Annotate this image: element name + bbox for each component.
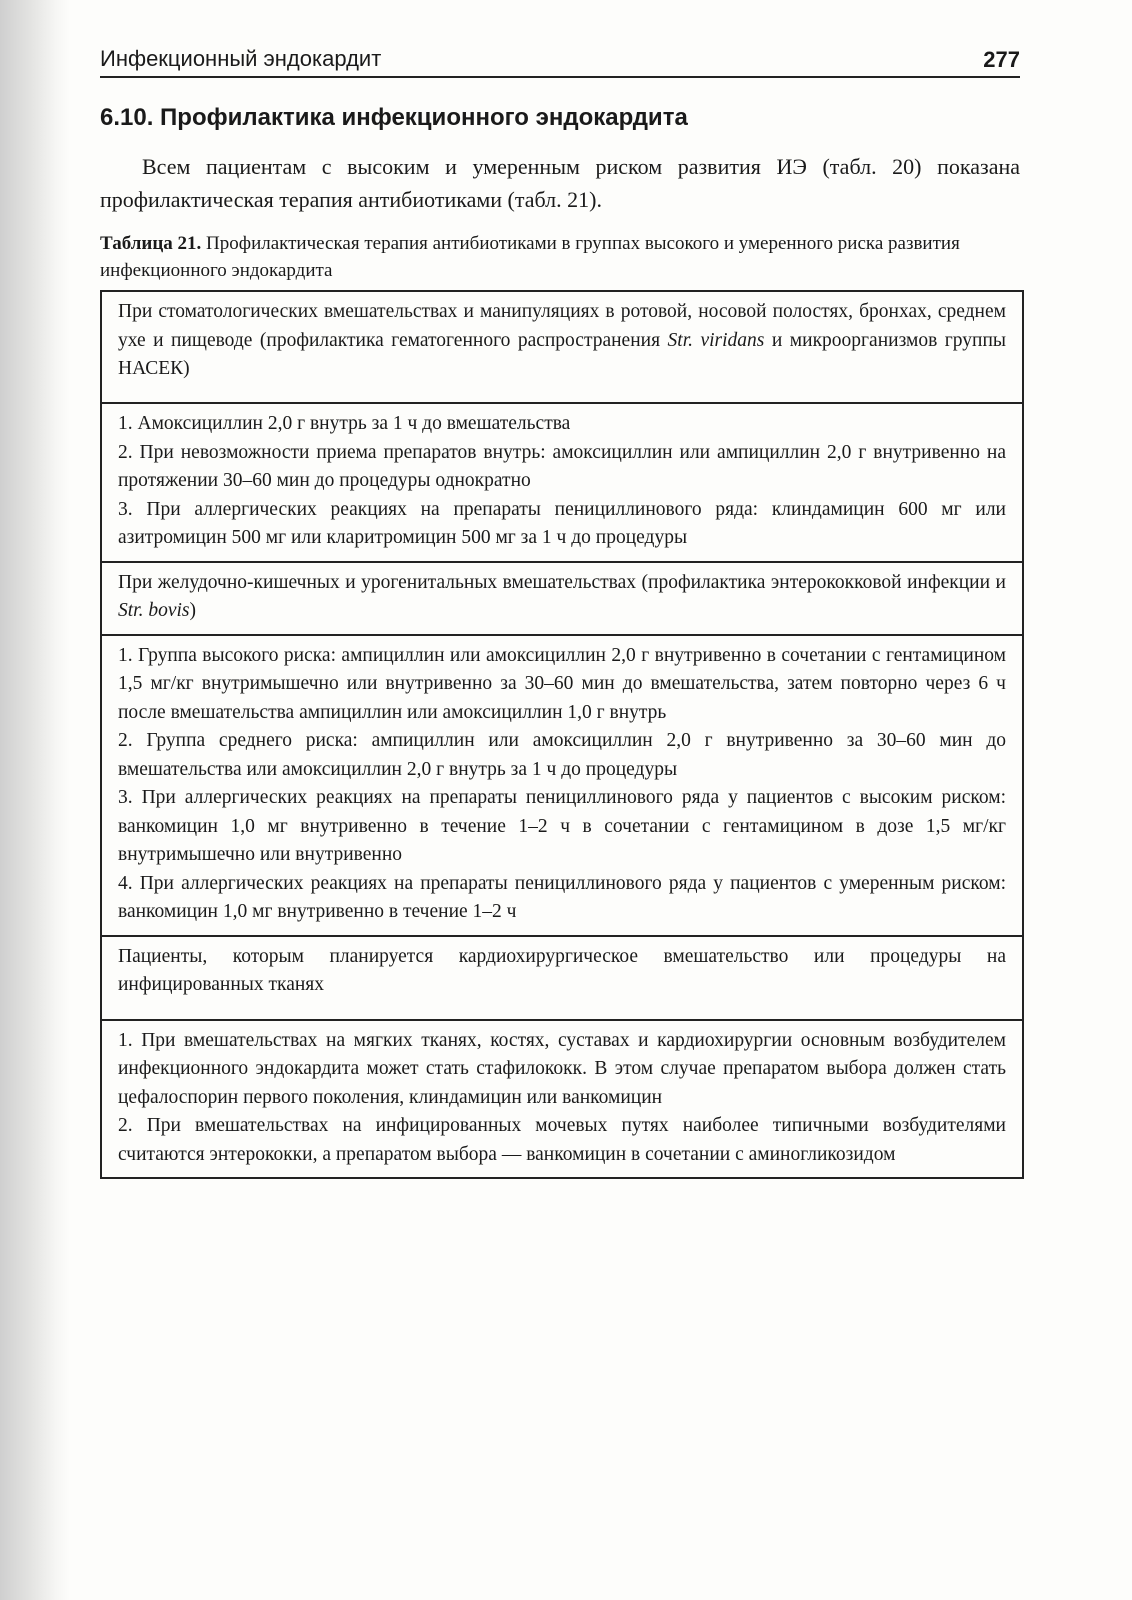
book-spine-shadow (0, 0, 70, 1600)
section-header-text: При стоматологических вмешательствах и манипуляциях в ротовой, носовой полостях, бронхах, среднем ухе и пищеводе (профилактика гематогенного распространения (118, 301, 1006, 351)
regimen-item: 4. При аллергических реакциях на препараты пенициллинового ряда у пациентов с умеренным риском: ванкомицин 1,0 мг внутривенно в течение 1–2 ч (118, 872, 1006, 922)
running-header (100, 44, 1020, 78)
regimen-item: 1. Группа высокого риска: ампициллин или амоксициллин 2,0 г внутривенно в сочетании с гентамицином 1,5 мг/кг внутримышечно или внутривенно за 30–60 мин до вмешательства, затем повторно через 6 ч после вмешательства ампициллин или амоксициллин 1,0 г внутрь (118, 644, 1006, 723)
section-body-cardiac-surgery (101, 1020, 1023, 1179)
section-header-dental (101, 291, 1023, 403)
table-caption-text: Профилактическая терапия антибиотиками в группах высокого и умеренного риска развития инфекционного эндокардита (100, 233, 960, 281)
regimen-item: 2. При вмешательствах на инфицированных мочевых путях наиболее типичными возбудителями считаются энтерококки, а препаратом выбора — ванкомицин в сочетании с аминогликозидом (118, 1115, 1006, 1165)
section-header-text: Пациенты, которым планируется кардиохирургическое вмешательство или процедуры на инфицированных тканях (118, 945, 1006, 995)
table-section-header-row (101, 291, 1023, 403)
section-header-organism: Str. bovis (118, 600, 190, 621)
section-header-gi-gu (101, 562, 1023, 635)
regimen-item: 2. Группа среднего риска: ампициллин или амоксициллин 2,0 г внутривенно за 30–60 мин до вмешательства или амоксициллин 2,0 г внутрь за 1 ч до процедуры (118, 730, 1006, 780)
section-header-organism: Str. viridans (667, 329, 765, 351)
table-section-body-row (101, 1020, 1023, 1179)
section-header-text: При желудочно-кишечных и урогенитальных вмешательствах (профилактика энтерококковой инфекции и (118, 571, 1006, 593)
table-section-body-row (101, 403, 1023, 562)
table-section-body-row (101, 635, 1023, 936)
page-number: 277 (983, 47, 1020, 72)
regimen-item: 1. При вмешательствах на мягких тканях, костях, суставах и кардиохирургии основным возбудителем инфекционного эндокардита может стать стафилококк. В этом случае препаратом выбора должен стать цефалоспорин первого поколения, клиндамицин или ванкомицин (118, 1029, 1006, 1108)
section-body-dental (101, 403, 1023, 562)
running-title: Инфекционный эндокардит (100, 46, 382, 71)
table-section-header-row (101, 936, 1023, 1020)
table-caption-label: Таблица 21. (100, 233, 202, 254)
regimen-item: 1. Амоксициллин 2,0 г внутрь за 1 ч до вмешательства (118, 413, 571, 434)
section-header-cardiac-surgery (101, 936, 1023, 1020)
section-heading: 6.10. Профилактика инфекционного эндокардита (100, 104, 688, 131)
section-body-gi-gu (101, 635, 1023, 936)
regimen-item: 3. При аллергических реакциях на препараты пенициллинового ряда у пациентов с высоким риском: ванкомицин 1,0 мг внутривенно в течение 1–2 ч в сочетании с гентамицином в дозе 1,5 мг/кг внутримышечно или внутривенно (118, 787, 1006, 865)
regimen-item: 2. При невозможности приема препаратов внутрь: амоксициллин или ампициллин 2,0 г внутривенно на протяжении 30–60 мин до процедуры однократно (118, 441, 1006, 491)
section-header-text: ) (189, 600, 197, 621)
table-caption (100, 230, 1020, 284)
prophylaxis-table (100, 290, 1024, 1179)
regimen-item: 3. При аллергических реакциях на препараты пенициллинового ряда: клиндамицин 600 мг или азитромицин 500 мг или кларитромицин 500 мг за 1 ч до процедуры (118, 498, 1006, 548)
section-header-text: и микроорганизмов группы НАСЕК) (118, 329, 1006, 379)
table-section-header-row (101, 562, 1023, 635)
intro-paragraph: Всем пациентам с высоким и умеренным риском развития ИЭ (табл. 20) показана профилактическая терапия антибиотиками (табл. 21). (100, 154, 1020, 212)
